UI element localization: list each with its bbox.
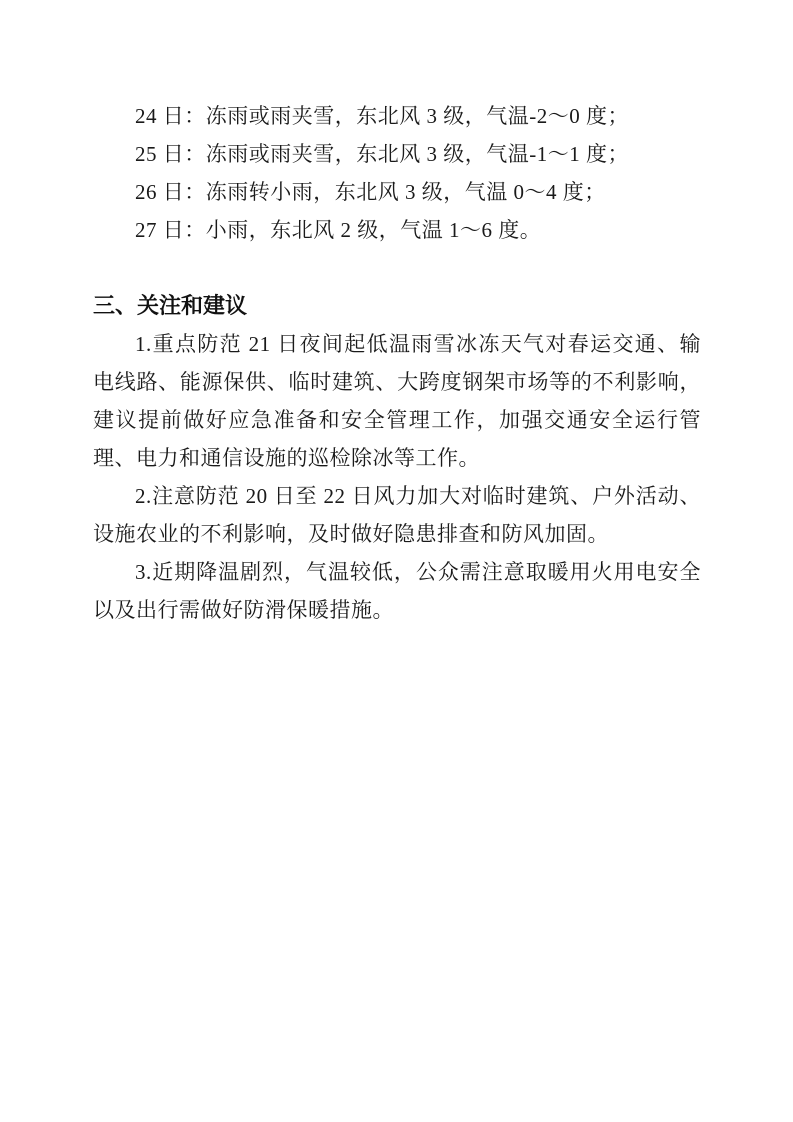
forecast-line-day24: 24 日：冻雨或雨夹雪，东北风 3 级，气温-2～0 度； [135,104,629,128]
paragraph-advice-3: 3.近期降温剧烈，气温较低，公众需注意取暖用火用电安全以及出行需做好防滑保暖措施。 [93,560,701,622]
forecast-line-day25: 25 日：冻雨或雨夹雪，东北风 3 级，气温-1～1 度； [135,142,629,166]
section-heading-attention-and-suggestions: 三、关注和建议 [93,293,248,318]
document-content [93,97,701,629]
forecast-line-day26: 26 日：冻雨转小雨，东北风 3 级，气温 0～4 度； [135,180,606,204]
forecast-line-day27: 27 日：小雨，东北风 2 级，气温 1～6 度。 [135,218,542,242]
paragraph-advice-1: 1.重点防范 21 日夜间起低温雨雪冰冻天气对春运交通、输电线路、能源保供、临时建筑、大跨度钢架市场等的不利影响，建议提前做好应急准备和安全管理工作，加强交通安全运行管理、电力和通信设施的巡检除冰等工作。 [93,332,701,470]
paragraph-advice-2: 2.注意防范 20 日至 22 日风力加大对临时建筑、户外活动、设施农业的不利影响，及时做好隐患排查和防风加固。 [93,484,701,546]
